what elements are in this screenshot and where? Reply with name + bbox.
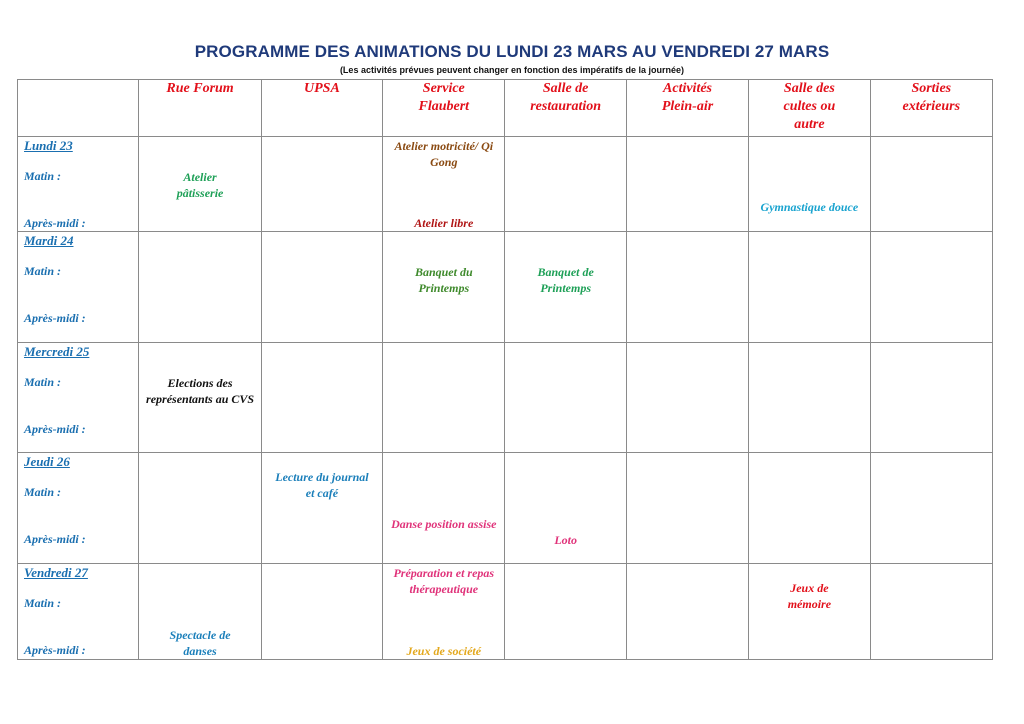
- cell-vendredi-upsa: [261, 564, 382, 660]
- cell-jeudi-plein-air: [626, 453, 748, 564]
- day-row-lundi: [18, 137, 993, 232]
- cell-mercredi-plein-air: [626, 343, 748, 453]
- header-corner: [18, 80, 139, 137]
- activity: Banquet de Printemps: [537, 265, 594, 295]
- cell-mardi-cultes: [749, 232, 870, 343]
- day-cell-vendredi: [18, 564, 139, 660]
- header-row: [18, 80, 993, 137]
- cell-vendredi-sorties: [870, 564, 992, 660]
- activity: Atelier libre: [414, 216, 474, 230]
- cell-mercredi-cultes: [749, 343, 870, 453]
- cell-lundi-flaubert: [383, 137, 505, 232]
- day-label: Mardi 24: [24, 233, 74, 248]
- cell-lundi-sorties: [870, 137, 992, 232]
- day-row-mercredi: [18, 343, 993, 453]
- cell-mercredi-flaubert: [383, 343, 505, 453]
- cell-mardi-forum: [139, 232, 261, 343]
- page-title: PROGRAMME DES ANIMATIONS DU LUNDI 23 MARS AU VENDREDI 27 MARS: [194, 42, 830, 61]
- cell-mercredi-upsa: [261, 343, 382, 453]
- day-cell-mercredi: [18, 343, 139, 453]
- cell-jeudi-sorties: [870, 453, 992, 564]
- page-subtitle: (Les activités prévues peuvent changer en fonction des impératifs de la journée): [339, 65, 685, 75]
- day-cell-mardi: [18, 232, 139, 343]
- cell-mardi-sorties: [870, 232, 992, 343]
- day-cell-lundi: [18, 137, 139, 232]
- header-activites-plein-air: Activités Plein-air: [626, 80, 748, 137]
- day-label: Lundi 23: [24, 138, 73, 153]
- day-cell-jeudi: [18, 453, 139, 564]
- slot-afternoon: Après-midi :: [24, 422, 86, 436]
- cell-lundi-forum: [139, 137, 261, 232]
- slot-afternoon: Après-midi :: [24, 216, 86, 230]
- cell-lundi-cultes: [749, 137, 870, 232]
- cell-mercredi-restauration: [505, 343, 626, 453]
- activity: Gymnastique douce: [760, 200, 859, 214]
- day-label: Jeudi 26: [24, 454, 70, 469]
- cell-mardi-restauration: [505, 232, 626, 343]
- activity: Jeux de société: [406, 644, 482, 658]
- header-rue-forum: Rue Forum: [139, 80, 261, 137]
- slot-afternoon: Après-midi :: [24, 532, 86, 546]
- activity: Elections des représentants au CVS: [146, 376, 255, 406]
- cell-mercredi-sorties: [870, 343, 992, 453]
- cell-vendredi-forum: [139, 564, 261, 660]
- activity: Loto: [554, 533, 577, 547]
- slot-morning: Matin :: [24, 264, 62, 278]
- activity: Spectacle de danses: [169, 628, 231, 658]
- cell-vendredi-restauration: [505, 564, 626, 660]
- cell-lundi-restauration: [505, 137, 626, 232]
- header-upsa: UPSA: [261, 80, 382, 137]
- day-row-vendredi: [18, 564, 993, 660]
- slot-afternoon: Après-midi :: [24, 643, 86, 657]
- cell-vendredi-cultes: [749, 564, 870, 660]
- activity: Banquet du Printemps: [414, 265, 473, 295]
- activity: Lecture du journal et café: [275, 470, 369, 500]
- activity: Préparation et repas thérapeutique: [393, 566, 495, 596]
- day-label: Mercredi 25: [24, 344, 90, 359]
- header-salle-cultes: Salle des cultes ou autre: [749, 80, 870, 137]
- header-salle-restauration: Salle de restauration: [505, 80, 626, 137]
- cell-jeudi-flaubert: [383, 453, 505, 564]
- slot-morning: Matin :: [24, 485, 62, 499]
- cell-lundi-plein-air: [626, 137, 748, 232]
- slot-morning: Matin :: [24, 375, 62, 389]
- activity: Danse position assise: [391, 517, 497, 531]
- day-label: Vendredi 27: [24, 565, 88, 580]
- day-row-mardi: [18, 232, 993, 343]
- cell-jeudi-cultes: [749, 453, 870, 564]
- activity: Atelier motricité/ Qi Gong: [394, 139, 494, 169]
- cell-mardi-plein-air: [626, 232, 748, 343]
- schedule-table: [17, 79, 993, 660]
- header-service-flaubert: Service Flaubert: [383, 80, 505, 137]
- cell-mercredi-forum: [139, 343, 261, 453]
- slot-morning: Matin :: [24, 169, 62, 183]
- cell-lundi-upsa: [261, 137, 382, 232]
- cell-mardi-upsa: [261, 232, 382, 343]
- cell-vendredi-plein-air: [626, 564, 748, 660]
- cell-jeudi-upsa: [261, 453, 382, 564]
- cell-vendredi-flaubert: [383, 564, 505, 660]
- slot-morning: Matin :: [24, 596, 62, 610]
- slot-afternoon: Après-midi :: [24, 311, 86, 325]
- activity: Jeux de mémoire: [787, 581, 832, 611]
- day-row-jeudi: [18, 453, 993, 564]
- activity: Atelier pâtisserie: [176, 170, 224, 200]
- cell-jeudi-forum: [139, 453, 261, 564]
- cell-jeudi-restauration: [505, 453, 626, 564]
- header-sorties-exterieurs: Sorties extérieurs: [870, 80, 992, 137]
- cell-mardi-flaubert: [383, 232, 505, 343]
